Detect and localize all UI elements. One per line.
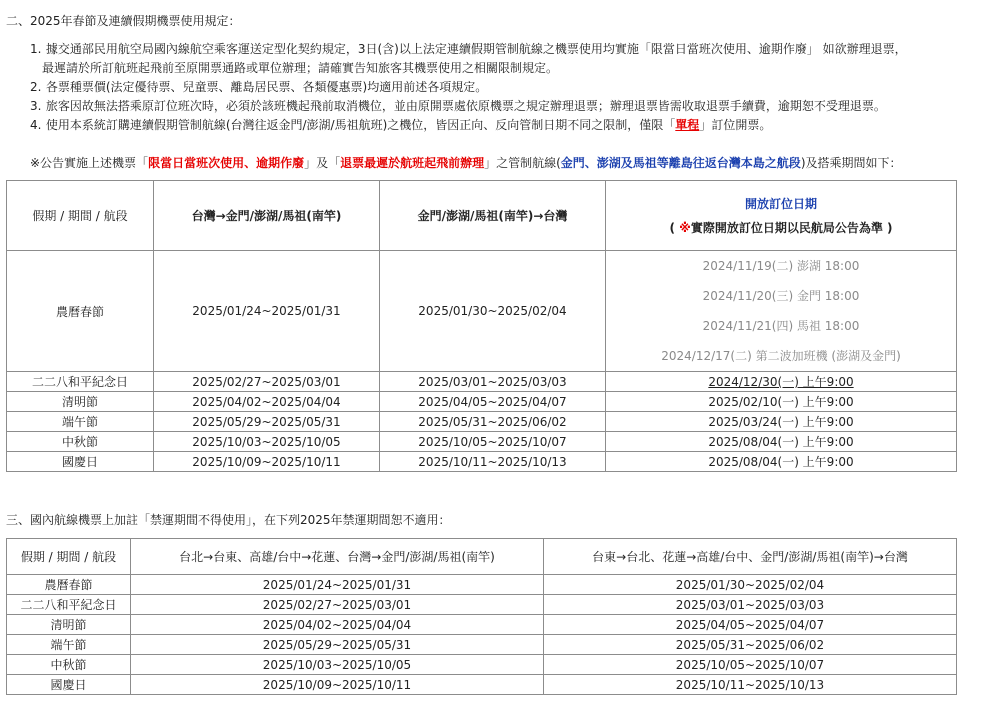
rules-list [30, 40, 995, 135]
outbound-dates: 2025/05/29~2025/05/31 [131, 635, 544, 655]
holiday-name: 國慶日 [7, 452, 154, 472]
holiday-name: 農曆春節 [7, 575, 131, 595]
outbound-dates: 2025/01/24~2025/01/31 [131, 575, 544, 595]
header-inbound: 金門/澎湖/馬祖(南竿)→台灣 [380, 181, 606, 251]
inbound-dates: 2025/10/05~2025/10/07 [544, 655, 957, 675]
table-row [7, 575, 957, 595]
holiday-name: 中秋節 [7, 432, 154, 452]
rule-number: 3. [30, 99, 42, 113]
outbound-dates: 2025/10/03~2025/10/05 [154, 432, 380, 452]
outbound-dates: 2025/04/02~2025/04/04 [154, 392, 380, 412]
table-row [7, 432, 957, 452]
outbound-dates: 2025/02/27~2025/03/01 [131, 595, 544, 615]
holiday-name: 二二八和平紀念日 [7, 372, 154, 392]
open-date-line: 2024/11/21(四) 馬祖 18:00 [702, 319, 860, 333]
rule-number: 2. [30, 80, 42, 94]
holiday-name: 國慶日 [7, 675, 131, 695]
inbound-dates: 2025/03/01~2025/03/03 [544, 595, 957, 615]
outbound-dates: 2025/10/09~2025/10/11 [131, 675, 544, 695]
notice-part: )及搭乘期間如下： [800, 156, 902, 170]
open-date-value: 2024/12/30(一) 上午9:00 [708, 375, 854, 389]
open-booking-date: 2025/08/04(一) 上午9:00 [606, 432, 957, 452]
header-outbound: 台北→台東、高雄/台中→花蓮、台灣→金門/澎湖/馬祖(南竿) [131, 539, 544, 575]
outbound-dates: 2025/01/24~2025/01/31 [154, 251, 380, 372]
header-period: 假期 / 期間 / 航段 [7, 181, 154, 251]
header-open-booking [606, 181, 957, 251]
open-date-line: 2024/11/20(三) 金門 18:00 [702, 289, 860, 303]
rule-text: 旅客因故無法搭乘原訂位班次時，必須於該班機起飛前取消機位，並由原開票處依原機票之規定辦理退票；辦理退票皆需收取退票手續費，逾期恕不受理退票。 [45, 99, 886, 113]
holiday-name: 中秋節 [7, 655, 131, 675]
inbound-dates: 2025/10/05~2025/10/07 [380, 432, 606, 452]
rule-number: 1. [30, 42, 42, 56]
notice-part: 」之管制航線( [484, 156, 561, 170]
rule-item-1 [30, 40, 995, 78]
holiday-name: 農曆春節 [7, 251, 154, 372]
table-row [7, 412, 957, 432]
section2-heading: 二、2025年春節及連續假期機票使用規定： [6, 14, 241, 28]
open-date-line: 2024/12/17(二) 第二波加班機 (澎湖及金門) [661, 349, 901, 363]
open-booking-title: 開放訂位日期 [744, 196, 817, 211]
table-row [7, 655, 957, 675]
rule-number: 4. [30, 118, 42, 132]
open-date-line: 2024/11/19(二) 澎湖 18:00 [702, 259, 860, 273]
note-paren: ( [669, 220, 680, 235]
rule-text: 各票種票價(法定優待票、兒童票、離島居民票、各類優惠票)均適用前述各項規定。 [45, 80, 488, 94]
note-mark: ※ [679, 220, 691, 235]
outbound-dates: 2025/10/09~2025/10/11 [154, 452, 380, 472]
table-row [7, 595, 957, 615]
inbound-dates: 2025/05/31~2025/06/02 [380, 412, 606, 432]
outbound-dates: 2025/05/29~2025/05/31 [154, 412, 380, 432]
holiday-flight-table [6, 180, 957, 472]
notice-blue-highlight: 金門、澎湖及馬祖等離島往返台灣本島之航段 [560, 156, 801, 170]
rule-item-2 [30, 78, 995, 97]
holiday-name: 清明節 [7, 392, 154, 412]
inbound-dates: 2025/03/01~2025/03/03 [380, 372, 606, 392]
outbound-dates: 2025/04/02~2025/04/04 [131, 615, 544, 635]
inbound-dates: 2025/05/31~2025/06/02 [544, 635, 957, 655]
notice-red-highlight: 限當日當班次使用、逾期作廢 [148, 156, 305, 170]
notice-red-highlight: 退票最遲於航班起飛前辦理 [340, 156, 485, 170]
embargo-period-table [6, 538, 957, 695]
inbound-dates: 2025/10/11~2025/10/13 [380, 452, 606, 472]
inbound-dates: 2025/01/30~2025/02/04 [380, 251, 606, 372]
section3-heading: 三、國內航線機票上加註「禁運期間不得使用」，在下列2025年禁運期間恕不適用： [6, 513, 451, 527]
rule-text-continued: 最遲請於所訂航班起飛前至原開票通路或單位辦理；請確實告知旅客其機票使用之相關限制規定。 [42, 61, 559, 75]
table-row [7, 635, 957, 655]
one-way-emphasis: 單程 [675, 118, 700, 132]
open-booking-dates [606, 251, 957, 372]
table-row [7, 615, 957, 635]
table-row [7, 675, 957, 695]
note-text: 實際開放訂位日期以民航局公告為準 ) [690, 220, 893, 235]
rule-text-end: 」訂位開票。 [699, 118, 772, 132]
open-booking-date: 2025/08/04(一) 上午9:00 [606, 452, 957, 472]
table-header-row [7, 181, 957, 251]
table-row [7, 372, 957, 392]
rule-text: 使用本系統訂購連續假期管制航線(台灣往返金門/澎湖/馬祖航班)之機位，皆因正向、反向管制日期不同之限制，僅限「 [45, 118, 676, 132]
outbound-dates: 2025/02/27~2025/03/01 [154, 372, 380, 392]
holiday-name: 二二八和平紀念日 [7, 595, 131, 615]
open-booking-date: 2025/03/24(一) 上午9:00 [606, 412, 957, 432]
table-header-row [7, 539, 957, 575]
notice-part: 」及「 [304, 156, 341, 170]
holiday-name: 清明節 [7, 615, 131, 635]
inbound-dates: 2025/01/30~2025/02/04 [544, 575, 957, 595]
holiday-name: 端午節 [7, 635, 131, 655]
header-outbound: 台灣→金門/澎湖/馬祖(南竿) [154, 181, 380, 251]
header-inbound: 台東→台北、花蓮→高雄/台中、金門/澎湖/馬祖(南竿)→台灣 [544, 539, 957, 575]
rule-item-3 [30, 97, 995, 116]
open-booking-date [606, 372, 957, 392]
open-booking-note [606, 216, 956, 240]
table-row [7, 392, 957, 412]
holiday-name: 端午節 [7, 412, 154, 432]
open-booking-date: 2025/02/10(一) 上午9:00 [606, 392, 957, 412]
header-period: 假期 / 期間 / 航段 [7, 539, 131, 575]
rule-item-4 [30, 116, 995, 135]
inbound-dates: 2025/10/11~2025/10/13 [544, 675, 957, 695]
rule-text: 據交通部民用航空局國內線航空乘客運送定型化契約規定，3日(含)以上法定連續假期管制航線之機票使用均實施「限當日當班次使用、逾期作廢」 如欲辦理退票， [45, 42, 907, 56]
table-row [7, 251, 957, 372]
inbound-dates: 2025/04/05~2025/04/07 [380, 392, 606, 412]
notice-part: ※公告實施上述機票「 [30, 156, 149, 170]
outbound-dates: 2025/10/03~2025/10/05 [131, 655, 544, 675]
table-row [7, 452, 957, 472]
inbound-dates: 2025/04/05~2025/04/07 [544, 615, 957, 635]
notice-text [30, 154, 902, 171]
